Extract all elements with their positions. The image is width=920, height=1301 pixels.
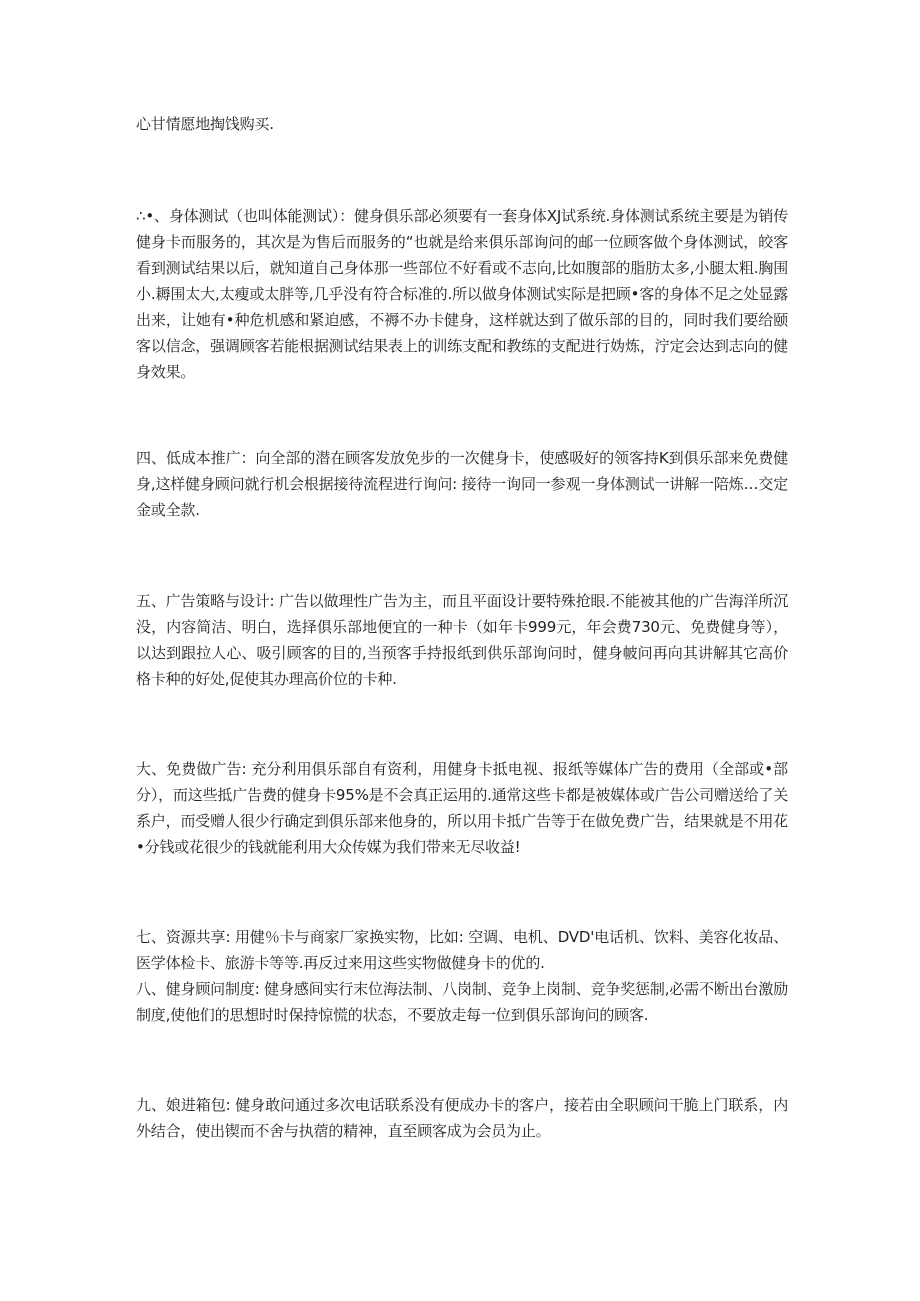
paragraph-door-to-door: 九、娘进箱包: 健身敢问通过多次电话联系没有便成办卡的客户，接若由全职顾问干脆上门联系，内外结合，使出锲而不舍与执蓿的精神，直至顾客成为会员为止。	[136, 1096, 788, 1140]
paragraph-resource-sharing: 七、资源共享: 用健％卡与商家厂家换实物，比如: 空调、电机、DVD'电话机、饮料、美容化妆品、医学体检卡、旅游卡等等.再反过来用这些实物做健身卡的优的.	[136, 928, 788, 972]
paragraph-free-advertising: ⼤、免费做广告: 充分利用俱乐部自有资利，用健身卡抵电视、报纸等媒体广告的费用（全部或•部分），而这些抵广告费的健身卡95%是不会真正运用的.通常这些卡都是被媒体或广告公司赠送给了关系户，而受赠人很少行确定到俱乐部来他身的，所以用卡抵广告等于在做免费广告，结果就是不用花•分钱或花很少的钱就能利用大众传媒为我们带来无尽收益!	[136, 760, 788, 856]
paragraph-ad-strategy: 五、广告策略与设计: 广告以做理性广告为主，而且平面设计要特殊抢眼.不能被其他的广告海洋所沉没，内容简洁、明白，选择俱乐部地便宜的一种卡（如年卡999元，年会费730元、免费健身等），以达到跟拉人心、吸引顾客的目的,当预客手持报纸到供乐部询问时，健身帔问再向其讲解其它高价格卡种的好处,促使其办理高价位的卡种.	[136, 592, 788, 688]
paragraph-low-cost-promotion: 四、低成本推广：向全部的潜在顾客发放免步的一次健身卡，使感吸好的领客持K到俱乐部来免费健身,这样健身顾问就行机会根据接待流程进行询问: 接待一询同一参观一身体测试一讲解一陪炼…交定金或全款.	[136, 449, 788, 519]
paragraph-body-test: ∴•、身体测试（也叫体能测试）：健身俱乐部必须要有一套身体XJ试系统.身体测试系统主要是为销传健身卡而服务的，其次是为售后而服务的“也就是给来俱乐部询问的邮一位顾客做个身体测试，皎客看到测试结果以后，就知道自己身体那一些部位不好看或不志向,比如腹部的脂肪太多,小腿太粗.胸围小.耨围太大,太瘦或太胖等,几乎没有符合标准的.所以做身体测试实际是把顾•客的身体不足之处显露出来，让她有•种危机感和紧迫感，不褥不办卡健身，这样就达到了做乐部的目的，同时我们要给颐客以信念，强调顾客若能根据测试结果表上的训练支配和教练的支配进行妫炼，泞定会达到志向的健身效果。	[136, 207, 788, 381]
paragraph-consultant-system: 八、健身顾问制度: 健身感间实行末位海法制、八岗制、竞争上岗制、竞争奖惩制,必需不断出台激励制度,使他们的思想时时保持惊慌的状态，不要放走每一位到俱乐部询问的顾客.	[136, 980, 788, 1024]
paragraph-intro-tail: 心甘情愿地掏饯购买.	[136, 115, 274, 133]
